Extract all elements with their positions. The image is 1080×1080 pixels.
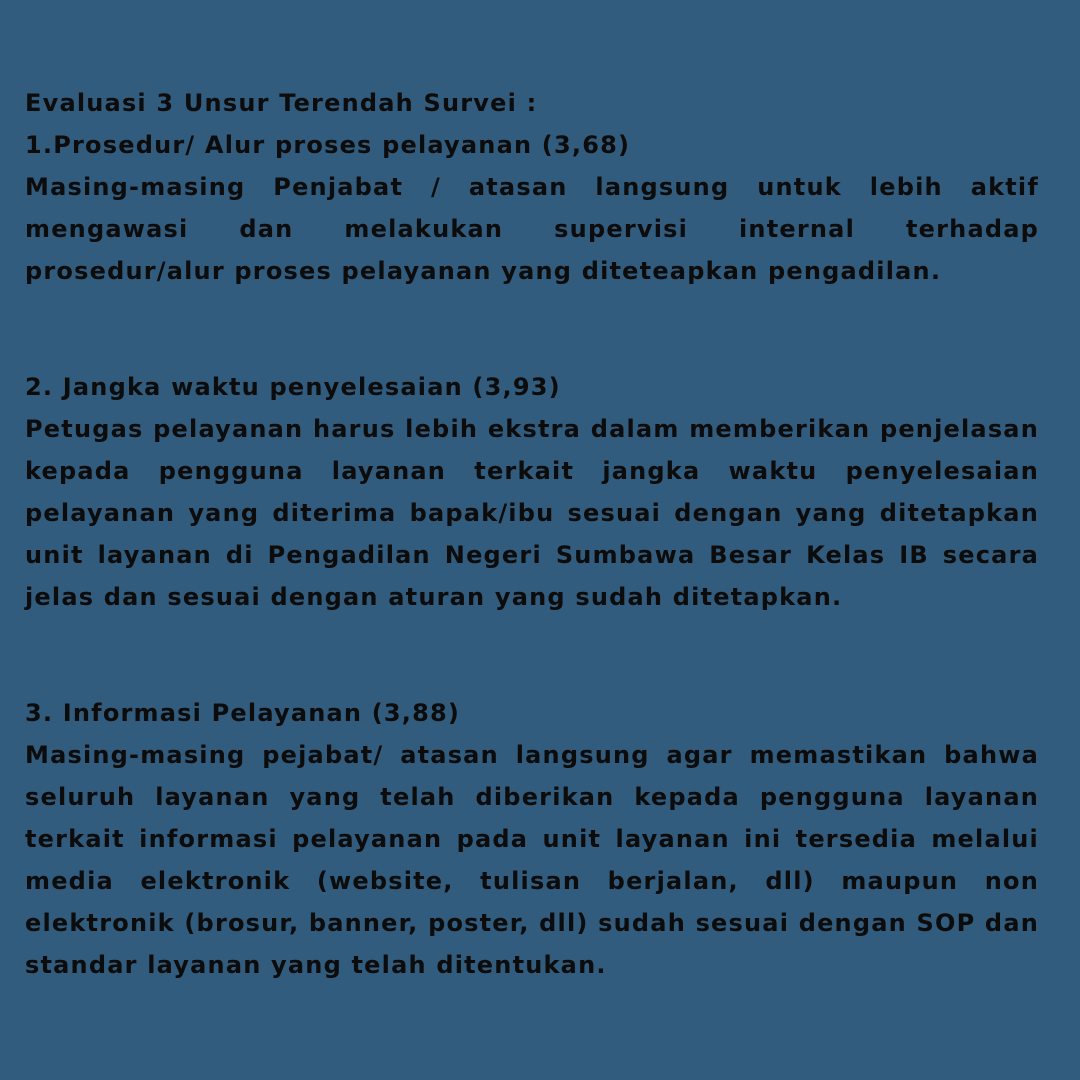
document-title: Evaluasi 3 Unsur Terendah Survei : — [25, 89, 538, 117]
item-2-heading: 2. Jangka waktu penyelesaian (3,93) — [25, 373, 561, 401]
evaluation-item-3 — [25, 692, 1039, 986]
evaluation-item-2 — [25, 366, 1039, 618]
item-1-body: Masing-masing Penjabat / atasan langsung untuk lebih aktif mengawasi dan melakukan supervisi internal terhadap prosedur/alur proses pelayanan yang diteteapkan pengadilan. — [25, 173, 1039, 285]
evaluation-text-block — [25, 82, 1039, 986]
item-2-body: Petugas pelayanan harus lebih ekstra dalam memberikan penjelasan kepada pengguna layanan terkait jangka waktu penyelesaian pelayanan yang diterima bapak/ibu sesuai dengan yang ditetapkan unit layanan di Pengadilan Negeri Sumbawa Besar Kelas IB secara jelas dan sesuai dengan aturan yang sudah ditetapkan. — [25, 415, 1039, 611]
item-3-heading: 3. Informasi Pelayanan (3,88) — [25, 699, 461, 727]
evaluation-item-1 — [25, 124, 1039, 292]
section-spacer — [25, 292, 1039, 366]
item-1-heading: 1.Prosedur/ Alur proses pelayanan (3,68) — [25, 131, 631, 159]
section-spacer — [25, 618, 1039, 692]
item-3-body: Masing-masing pejabat/ atasan langsung agar memastikan bahwa seluruh layanan yang telah diberikan kepada pengguna layanan terkait informasi pelayanan pada unit layanan ini tersedia melalui media elektronik (website, tulisan berjalan, dll) maupun non elektronik (brosur, banner, poster, dll) sudah sesuai dengan SOP dan standar layanan yang telah ditentukan. — [25, 741, 1039, 979]
